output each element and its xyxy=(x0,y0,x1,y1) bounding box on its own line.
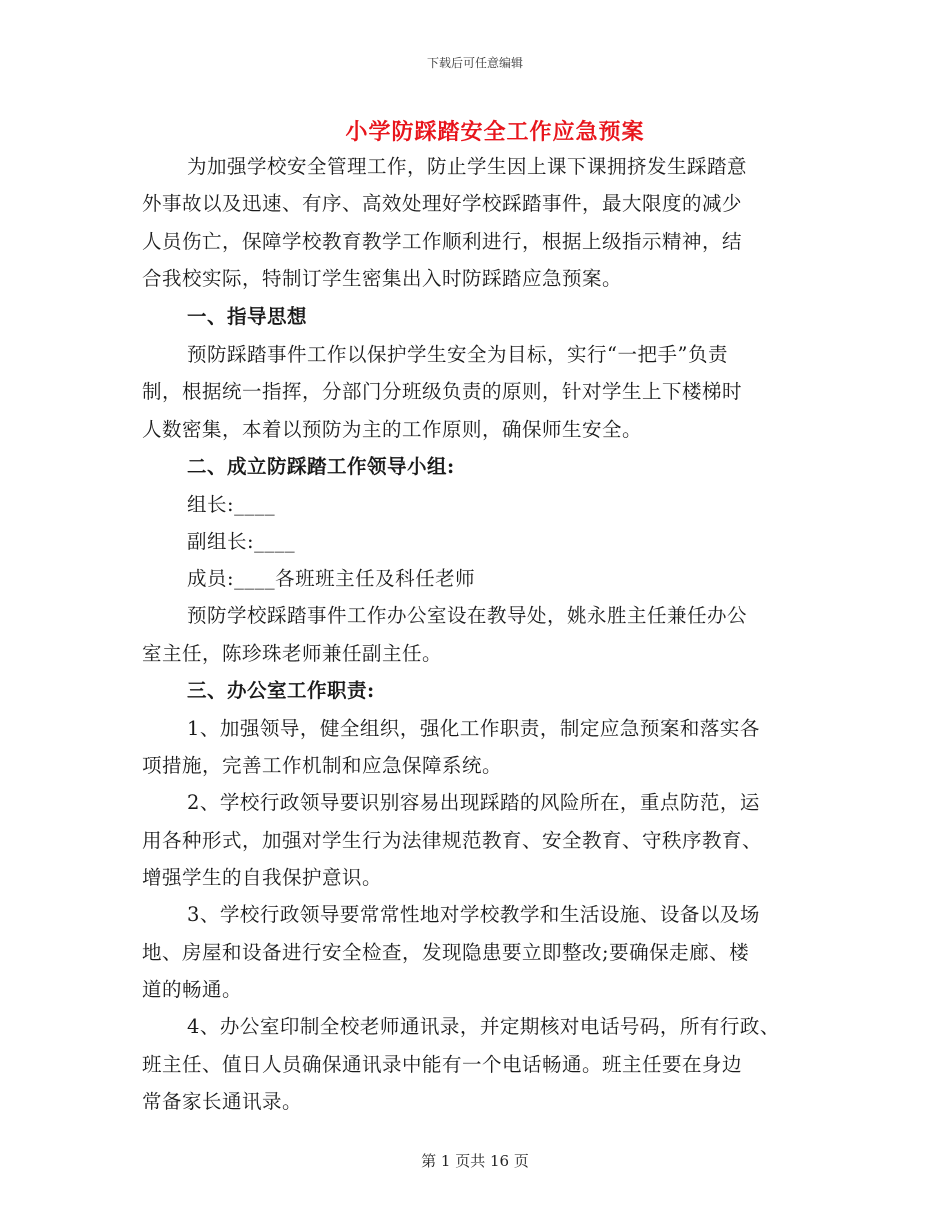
paragraph-line: 3、学校行政领导要常常性地对学校教学和生活设施、设备以及场 xyxy=(187,903,760,926)
paragraph-line: 预防踩踏事件工作以保护学生安全为目标，实行“一把手”负责 xyxy=(187,343,728,366)
paragraph-line: 常备家长通讯录。 xyxy=(142,1090,303,1113)
paragraph-line: 为加强学校安全管理工作，防止学生因上课下课拥挤发生踩踏意 xyxy=(187,155,748,178)
header-note: 下载后可任意编辑 xyxy=(426,56,523,70)
page-number: 第 1 页共 16 页 xyxy=(421,1152,529,1170)
paragraph-line: 成员:____各班班主任及科任老师 xyxy=(187,567,476,590)
paragraph-line: 1、加强领导，健全组织，强化工作职责，制定应急预案和落实各 xyxy=(187,717,760,740)
paragraph-line: 地、房屋和设备进行安全检查，发现隐患要立即整改;要确保走廊、楼 xyxy=(142,941,750,964)
paragraph-line: 副组长:____ xyxy=(187,530,296,553)
paragraph-line: 人数密集，本着以预防为主的工作原则，确保师生安全。 xyxy=(142,418,643,441)
paragraph-line: 制，根据统一指挥，分部门分班级负责的原则，针对学生上下楼梯时 xyxy=(142,380,743,403)
section-heading: 二、成立防踩踏工作领导小组: xyxy=(187,455,455,478)
paragraph-line: 2、学校行政领导要识别容易出现踩踏的风险所在，重点防范，运 xyxy=(187,791,760,814)
paragraph-line: 班主任、值日人员确保通讯录中能有一个电话畅通。班主任要在身边 xyxy=(142,1053,743,1076)
paragraph-line: 人员伤亡，保障学校教育教学工作顺利进行，根据上级指示精神，结 xyxy=(142,230,743,253)
paragraph-line: 合我校实际，特制订学生密集出入时防踩踏应急预案。 xyxy=(142,267,623,290)
paragraph-line: 室主任，陈珍珠老师兼任副主任。 xyxy=(142,642,443,665)
paragraph-line: 项措施，完善工作机制和应急保障系统。 xyxy=(142,754,503,777)
paragraph-line: 4、办公室印制全校老师通讯录，并定期核对电话号码，所有行政、 xyxy=(187,1015,780,1038)
paragraph-line: 用各种形式，加强对学生行为法律规范教育、安全教育、守秩序教育、 xyxy=(142,829,763,852)
paragraph-line: 道的畅通。 xyxy=(142,978,243,1001)
document-title: 小学防踩踏安全工作应急预案 xyxy=(345,119,645,145)
section-heading: 一、指导思想 xyxy=(187,305,308,328)
paragraph-line: 外事故以及迅速、有序、高效处理好学校踩踏事件，最大限度的减少 xyxy=(142,192,743,215)
paragraph-line: 预防学校踩踏事件工作办公室设在教导处，姚永胜主任兼任办公 xyxy=(187,604,748,627)
paragraph-line: 增强学生的自我保护意识。 xyxy=(142,866,383,889)
paragraph-line: 组长:____ xyxy=(187,493,276,516)
section-heading: 三、办公室工作职责: xyxy=(187,679,375,702)
